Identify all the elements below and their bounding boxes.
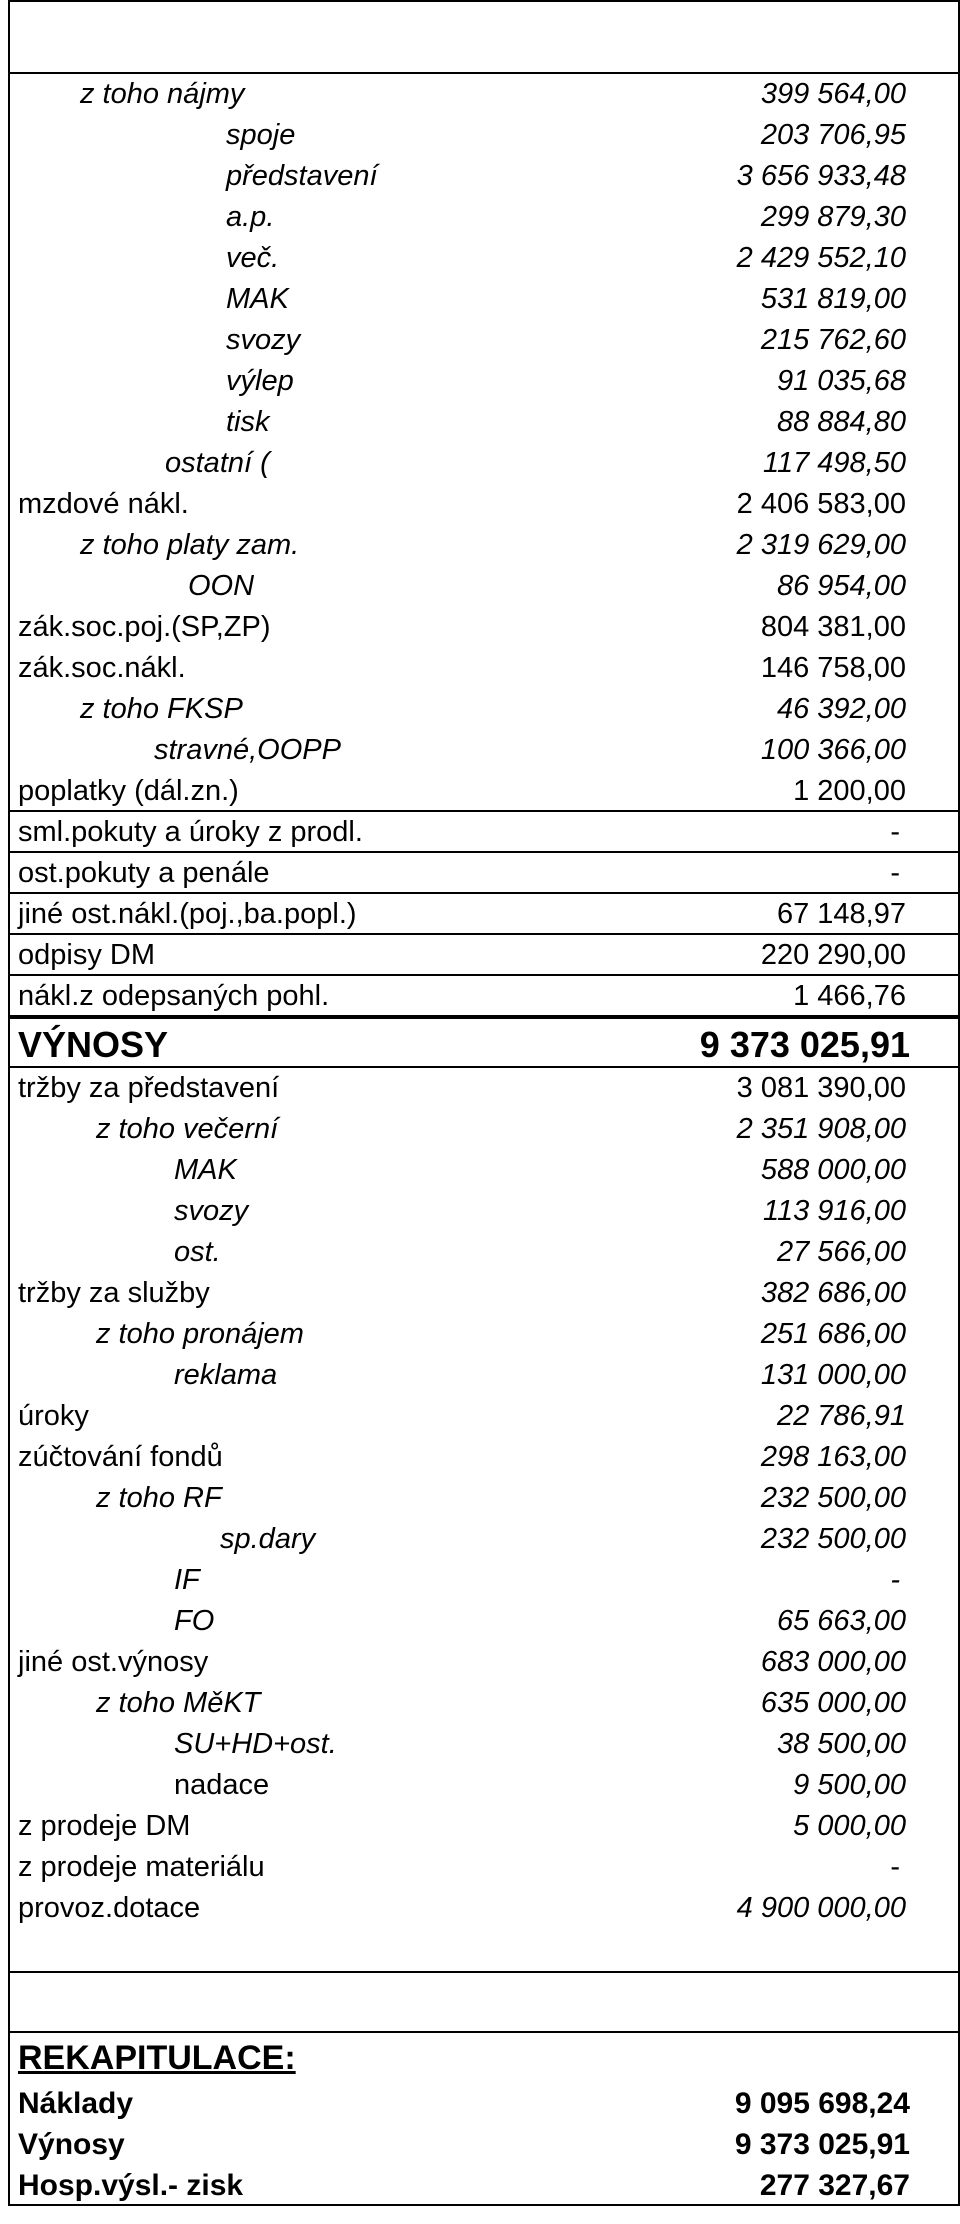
row-value: 2 351 908,00 <box>736 1113 906 1145</box>
table-row <box>10 1765 958 1806</box>
blank-row <box>10 1929 958 1973</box>
row-value: 146 758,00 <box>760 652 906 684</box>
table-row <box>10 894 958 935</box>
row-value: 46 392,00 <box>776 693 906 725</box>
row-label: spoje <box>226 119 296 151</box>
table-row <box>10 1314 958 1355</box>
row-value: 251 686,00 <box>760 1318 906 1350</box>
row-label: z toho MěKT <box>96 1687 261 1719</box>
blank-row <box>10 1973 958 2033</box>
row-label: ostatní ( <box>165 447 270 479</box>
row-label: provoz.dotace <box>18 1892 201 1924</box>
row-label: tržby za představení <box>18 1072 280 1104</box>
row-label: představení <box>226 160 378 192</box>
table-row <box>10 853 958 894</box>
recap-label: Náklady <box>18 2087 134 2120</box>
table-row <box>10 525 958 566</box>
row-label: jiné ost.výnosy <box>18 1646 209 1678</box>
table-row <box>10 1109 958 1150</box>
table-row <box>10 1068 958 1109</box>
row-label: z toho pronájem <box>96 1318 304 1350</box>
table-row <box>10 771 958 812</box>
table-row <box>10 566 958 607</box>
recap-title-row <box>10 2033 958 2083</box>
row-label: výlep <box>226 365 294 397</box>
row-value: 203 706,95 <box>760 119 906 151</box>
table-row <box>10 1150 958 1191</box>
row-label: svozy <box>226 324 301 356</box>
table-row <box>10 607 958 648</box>
table-row <box>10 1847 958 1888</box>
table-row <box>10 1478 958 1519</box>
row-label: poplatky (dál.zn.) <box>18 775 239 807</box>
row-value: 38 500,00 <box>776 1728 906 1760</box>
table-row <box>10 1232 958 1273</box>
row-value: 3 081 390,00 <box>736 1072 906 1104</box>
recap-label: Výnosy <box>18 2128 125 2161</box>
row-value: 3 656 933,48 <box>736 160 906 192</box>
row-value: 88 884,80 <box>776 406 906 438</box>
row-value: 27 566,00 <box>776 1236 906 1268</box>
table-row <box>10 1888 958 1929</box>
row-value: 67 148,97 <box>776 898 906 930</box>
row-value: 804 381,00 <box>760 611 906 643</box>
row-value: 100 366,00 <box>760 734 906 766</box>
revenues-section <box>10 1068 958 1929</box>
row-label: IF <box>174 1564 200 1596</box>
row-value: 2 319 629,00 <box>736 529 906 561</box>
row-value: 683 000,00 <box>760 1646 906 1678</box>
table-row <box>10 689 958 730</box>
row-value: 215 762,60 <box>760 324 906 356</box>
table-row <box>10 156 958 197</box>
table-row <box>10 648 958 689</box>
table-row <box>10 279 958 320</box>
table-row <box>10 976 958 1017</box>
table-row <box>10 730 958 771</box>
row-value: 588 000,00 <box>760 1154 906 1186</box>
row-value: 635 000,00 <box>760 1687 906 1719</box>
table-row <box>10 1273 958 1314</box>
row-value: 113 916,00 <box>763 1195 906 1227</box>
table-row <box>10 1642 958 1683</box>
row-value: 299 879,30 <box>760 201 906 233</box>
row-label: FO <box>174 1605 215 1637</box>
row-value: 531 819,00 <box>760 283 906 315</box>
row-label: MAK <box>226 283 289 315</box>
revenues-header-row <box>10 1017 958 1068</box>
row-value: 131 000,00 <box>760 1359 906 1391</box>
row-value: 65 663,00 <box>776 1605 906 1637</box>
table-row <box>10 1519 958 1560</box>
table-row <box>10 935 958 976</box>
row-value: 86 954,00 <box>776 570 906 602</box>
row-label: tisk <box>226 406 270 438</box>
recap-value: 9 373 025,91 <box>734 2128 910 2161</box>
row-label: reklama <box>174 1359 278 1391</box>
table-row <box>10 1683 958 1724</box>
row-value: 117 498,50 <box>763 447 906 479</box>
table-row <box>10 115 958 156</box>
table-row <box>10 74 958 115</box>
row-value: 399 564,00 <box>760 78 906 110</box>
row-value: 22 786,91 <box>776 1400 906 1432</box>
row-label: ost.pokuty a penále <box>18 857 270 889</box>
row-label: z toho nájmy <box>80 78 245 110</box>
table-row <box>10 812 958 853</box>
row-label: več. <box>226 242 280 274</box>
revenues-title: VÝNOSY <box>18 1024 169 1065</box>
table-row <box>10 197 958 238</box>
row-label: OON <box>188 570 255 602</box>
row-value: - <box>890 1851 900 1883</box>
row-value: 9 500,00 <box>793 1769 906 1801</box>
row-label: z prodeje DM <box>18 1810 191 1842</box>
recap-value: 277 327,67 <box>759 2169 910 2202</box>
row-value: 232 500,00 <box>760 1523 906 1555</box>
table-row <box>10 1724 958 1765</box>
row-label: mzdové nákl. <box>18 488 189 520</box>
row-value: 1 466,76 <box>793 980 906 1012</box>
recap-label: Hosp.výsl.- zisk <box>18 2169 244 2202</box>
table-row <box>10 443 958 484</box>
row-value: 4 900 000,00 <box>736 1892 906 1924</box>
row-value: - <box>890 857 900 889</box>
revenues-total: 9 373 025,91 <box>699 1024 910 1065</box>
recap-row <box>10 2124 958 2165</box>
row-label: svozy <box>174 1195 249 1227</box>
recap-title: REKAPITULACE: <box>18 2039 296 2077</box>
header-blank-row <box>10 0 958 74</box>
row-label: stravné,OOPP <box>154 734 341 766</box>
row-label: sml.pokuty a úroky z prodl. <box>18 816 363 848</box>
recap-row <box>10 2083 958 2124</box>
row-label: z toho FKSP <box>80 693 243 725</box>
row-label: sp.dary <box>220 1523 316 1555</box>
table-row <box>10 484 958 525</box>
row-value: 5 000,00 <box>793 1810 906 1842</box>
table-row <box>10 238 958 279</box>
recap-section <box>10 2083 958 2206</box>
row-label: ost. <box>174 1236 221 1268</box>
recap-row <box>10 2165 958 2206</box>
row-value: - <box>890 1564 900 1596</box>
row-label: zúčtování fondů <box>18 1441 223 1473</box>
row-value: - <box>890 816 900 848</box>
table-row <box>10 1437 958 1478</box>
row-label: nadace <box>174 1769 270 1801</box>
row-value: 1 200,00 <box>793 775 906 807</box>
row-label: MAK <box>174 1154 237 1186</box>
row-label: úroky <box>18 1400 89 1432</box>
recap-value: 9 095 698,24 <box>734 2087 910 2120</box>
row-value: 2 406 583,00 <box>736 488 906 520</box>
row-value: 220 290,00 <box>760 939 906 971</box>
table-row <box>10 1601 958 1642</box>
table-row <box>10 1191 958 1232</box>
row-label: jiné ost.nákl.(poj.,ba.popl.) <box>18 898 357 930</box>
row-label: SU+HD+ost. <box>174 1728 337 1760</box>
row-label: nákl.z odepsaných pohl. <box>18 980 330 1012</box>
row-label: z prodeje materiálu <box>18 1851 265 1883</box>
table-row <box>10 1355 958 1396</box>
row-label: tržby za služby <box>18 1277 210 1309</box>
row-label: z toho RF <box>96 1482 222 1514</box>
table-row <box>10 1396 958 1437</box>
row-value: 232 500,00 <box>760 1482 906 1514</box>
table-row <box>10 361 958 402</box>
row-label: z toho platy zam. <box>80 529 300 561</box>
table-row <box>10 1560 958 1601</box>
table-row <box>10 1806 958 1847</box>
report-table <box>8 0 960 2206</box>
expenses-section <box>10 74 958 1017</box>
table-row <box>10 402 958 443</box>
row-value: 91 035,68 <box>776 365 906 397</box>
row-label: a.p. <box>226 201 275 233</box>
row-value: 298 163,00 <box>760 1441 906 1473</box>
row-value: 382 686,00 <box>760 1277 906 1309</box>
row-label: zák.soc.nákl. <box>18 652 186 684</box>
table-row <box>10 320 958 361</box>
row-label: odpisy DM <box>18 939 155 971</box>
row-label: zák.soc.poj.(SP,ZP) <box>18 611 271 643</box>
row-label: z toho večerní <box>96 1113 279 1145</box>
row-value: 2 429 552,10 <box>736 242 906 274</box>
